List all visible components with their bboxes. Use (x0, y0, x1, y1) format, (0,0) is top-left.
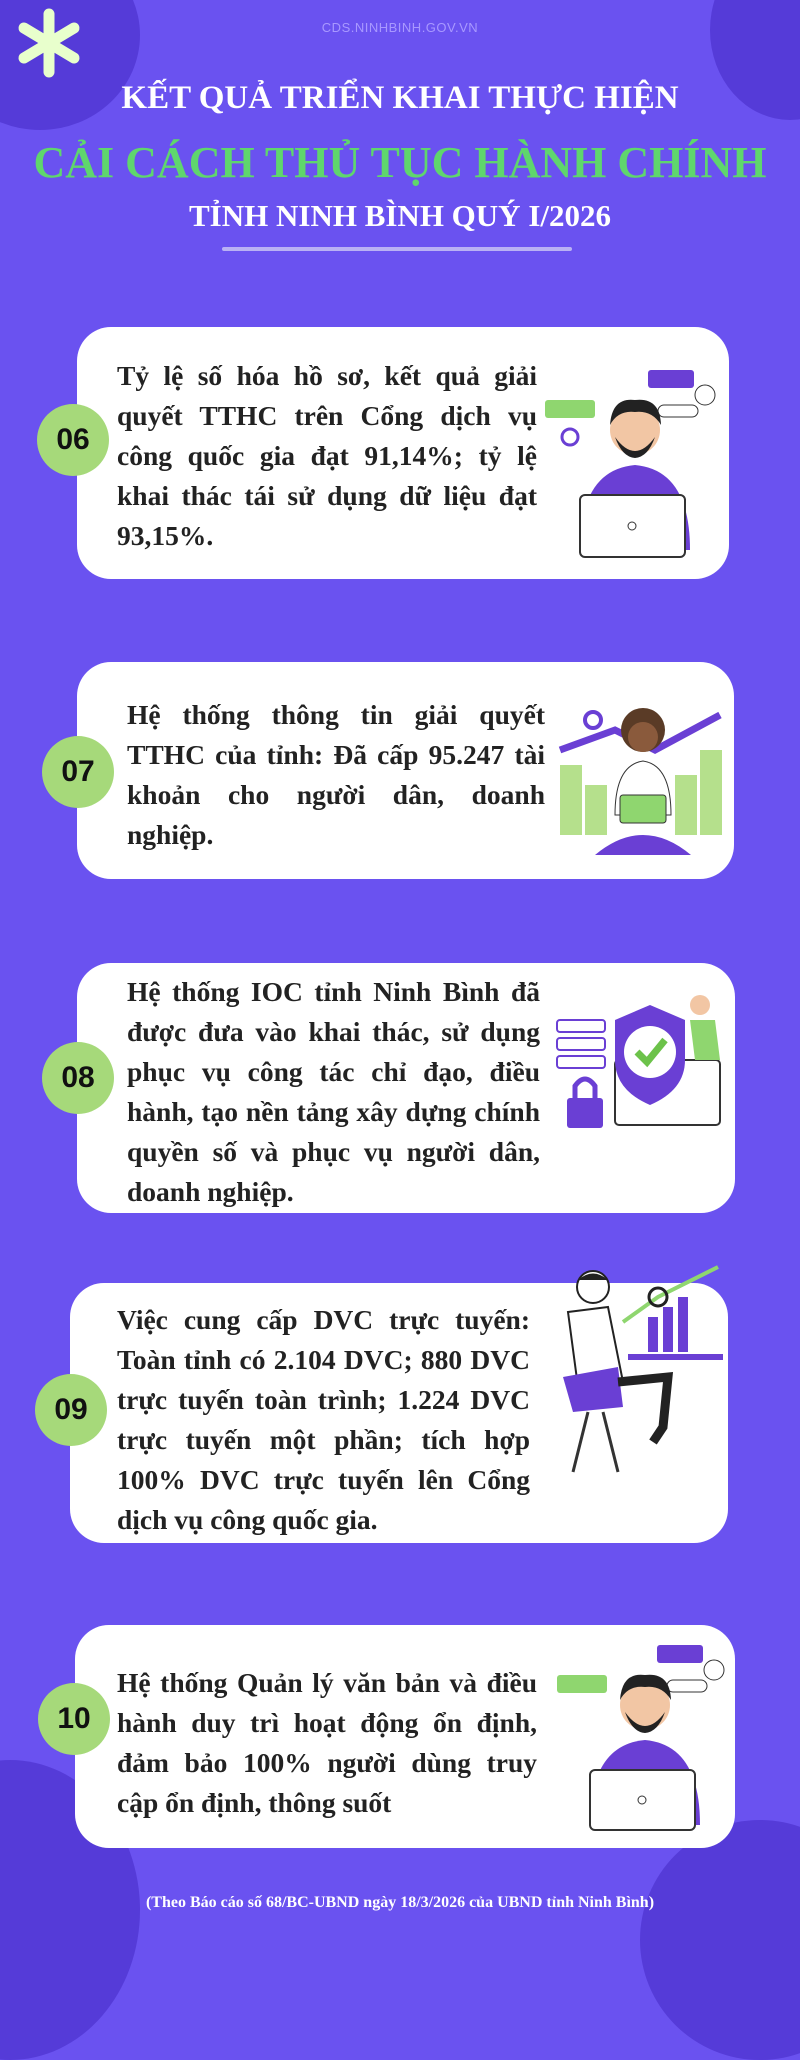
title-line-1: KẾT QUẢ TRIỂN KHAI THỰC HIỆN (121, 80, 679, 116)
item-number-badge: 06 (37, 404, 109, 476)
man-with-headset-laptop-illustration (540, 365, 730, 560)
item-number-badge: 07 (42, 736, 114, 808)
title-line-3: TỈNH NINH BÌNH QUÝ I/2026 (189, 198, 611, 233)
title-underline (222, 247, 572, 251)
woman-with-laptop-chart-illustration (555, 695, 730, 870)
corner-blob-bottom-right (640, 1820, 800, 2060)
title-line-2: CẢI CÁCH THỦ TỤC HÀNH CHÍNH (33, 138, 767, 187)
item-text: Hệ thống IOC tỉnh Ninh Bình đã được đưa vào khai thác, sử dụng phục vụ công tác chỉ đạo, điều hành, tạo nền tảng xây dựng chính quyền số và phục vụ người dân, doanh nghiệp. (127, 976, 540, 1207)
item-text: Hệ thống thông tin giải quyết TTHC của tỉnh: Đã cấp 95.247 tài khoản cho người dân, doanh nghiệp. (127, 699, 545, 850)
item-number-badge: 10 (38, 1683, 110, 1755)
item-text: Việc cung cấp DVC trực tuyến: Toàn tỉnh có 2.104 DVC; 880 DVC trực tuyến toàn trình; 1.224 DVC trực tuyến một phần; tích hợp 100% DVC trực tuyến lên Cổng dịch vụ công quốc gia. (117, 1304, 530, 1535)
security-shield-illustration (555, 990, 735, 1140)
item-number-badge: 09 (35, 1374, 107, 1446)
item-text: Hệ thống Quản lý văn bản và điều hành duy trì hoạt động ổn định, đảm bảo 100% người dùng truy cập ổn định, thông suốt (117, 1667, 537, 1818)
site-url: CDS.NINHBINH.GOV.VN (321, 20, 479, 35)
man-with-headset-laptop-illustration (552, 1640, 737, 1835)
item-number-badge: 08 (42, 1042, 114, 1114)
item-text: Tỷ lệ số hóa hồ sơ, kết quả giải quyết TTHC trên Cổng dịch vụ công quốc gia đạt 91,14%; tỷ lệ khai thác tái sử dụng dữ liệu đạt 93,15%. (117, 360, 537, 551)
asterisk-star-icon (14, 8, 84, 78)
source-footnote: (Theo Báo cáo số 68/BC-UBND ngày 18/3/2026 của UBND tỉnh Ninh Bình) (145, 1894, 655, 1911)
man-analyzing-chart-illustration (548, 1262, 728, 1477)
